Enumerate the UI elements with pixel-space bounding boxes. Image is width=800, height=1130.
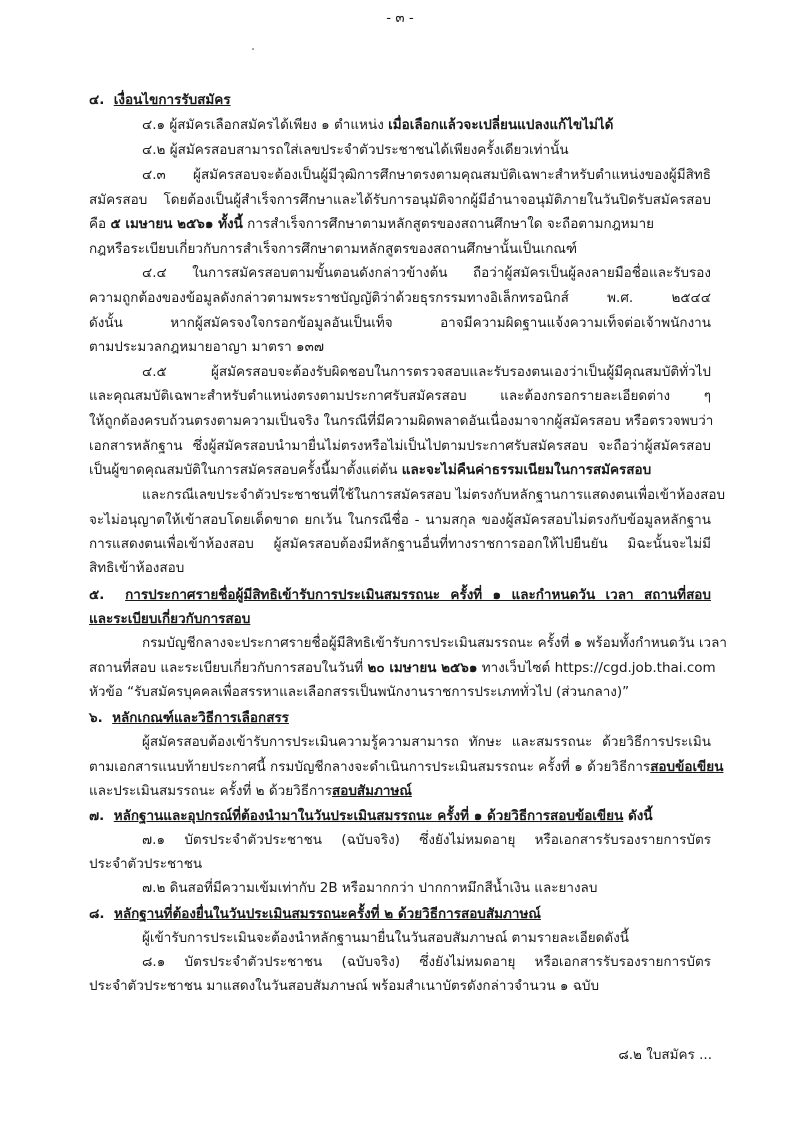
section-5-heading-cont xyxy=(89,609,711,629)
id-mismatch-line: การแสดงตนเพื่อเข้าห้องสอบ ผู้สมัครสอบต้องมีหลักฐานอื่นที่ทางราชการออกให้ไปยืนยัน มิฉะนั้นจะไม่มี xyxy=(89,536,711,552)
section-6-para xyxy=(89,757,724,777)
item-8-1-line: ประจำตัวประชาชน มาแสดงในวันสอบสัมภาษณ์ พร้อมสำเนาบัตรดังกล่าวจำนวน ๑ ฉบับ xyxy=(89,978,600,994)
section-title: เงื่อนไขการรับสมัคร xyxy=(113,92,231,108)
section-title: และระเบียบเกี่ยวกับการสอบ xyxy=(89,611,251,627)
interview-label: สอบสัมภาษณ์ xyxy=(331,783,412,799)
section-number: ๗. xyxy=(89,808,105,824)
item-4-3-line: กฎหรือระเบียบเกี่ยวกับการสำเร็จการศึกษาตามหลักสูตรของสถานศึกษานั้นเป็นเกณฑ์ xyxy=(89,241,578,257)
text: เป็นผู้ขาดคุณสมบัติในการสมัครสอบครั้งนี้มาตั้งแต่ต้น xyxy=(89,462,402,478)
item-4-5-line xyxy=(89,460,711,480)
text: ตามเอกสารแนบท้ายประกาศนี้ กรมบัญชีกลางจะดำเนินการประเมินสมรรถนะ ครั้งที่ ๑ ด้วยวิธีการ xyxy=(89,759,651,775)
section-5-para: กรมบัญชีกลางจะประกาศรายชื่อผู้มีสิทธิเข้ารับการประเมินสมรรถนะ ครั้งที่ ๑ พร้อมทั้งกำหนดวัน เวลา xyxy=(142,635,727,651)
text: ดังนี้ xyxy=(623,808,653,824)
section-6-para: ผู้สมัครสอบต้องเข้ารับการประเมินความรู้ความสามารถ ทักษะ และสมรรถนะ ด้วยวิธีการประเมิน xyxy=(142,734,711,750)
section-number: ๘. xyxy=(89,906,105,922)
item-4-4-line: ความถูกต้องของข้อมูลดังกล่าวตามพระราชบัญญัติว่าด้วยธุรกรรมทางอิเล็กทรอนิกส์ พ.ศ. ๒๕๔๔ xyxy=(89,290,711,306)
continuation-marker: ๘.๒ ใบสมัคร ... xyxy=(618,1047,712,1063)
item-4-5-line: ให้ถูกต้องครบถ้วนตรงตามความเป็นจริง ในกรณีที่มีความผิดพลาดอันเนื่องมาจากผู้สมัครสอบ หรือตรวจพบว่า xyxy=(89,413,714,429)
item-4-5-line: ๔.๕ ผู้สมัครสอบจะต้องรับผิดชอบในการตรวจสอบและรับรองตนเองว่าเป็นผู้มีคุณสมบัติทั่วไป xyxy=(142,364,711,380)
section-6-para xyxy=(89,781,711,801)
section-number: ๔. xyxy=(89,92,105,108)
id-mismatch-line: และกรณีเลขประจำตัวประชาชนที่ใช้ในการสมัครสอบ ไม่ตรงกับหลักฐานการแสดงตนเพื่อเข้าห้องสอบ xyxy=(142,487,726,503)
text: คือ xyxy=(89,216,111,232)
page-number: - ๓ - xyxy=(386,10,414,26)
section-title: หลักเกณฑ์และวิธีการเลือกสรร xyxy=(112,710,289,726)
emphasis-text: และจะไม่คืนค่าธรรมเนียมในการสมัครสอบ xyxy=(401,462,652,478)
item-7-1-line: ๗.๑ บัตรประจำตัวประชาชน (ฉบับจริง) ซึ่งยังไม่หมดอายุ หรือเอกสารรับรองรายการบัตร xyxy=(142,832,711,848)
id-mismatch-line: จะไม่อนุญาตให้เข้าสอบโดยเด็ดขาด ยกเว้น ในกรณีชื่อ - นามสกุล ของผู้สมัครสอบไม่ตรงกับข้อมูลหลักฐาน xyxy=(89,512,711,528)
emphasis-text: เมื่อเลือกแล้วจะเปลี่ยนแปลงแก้ไขไม่ได้ xyxy=(388,117,614,133)
section-8-para: ผู้เข้ารับการประเมินจะต้องนำหลักฐานมายื่นในวันสอบสัมภาษณ์ ตามรายละเอียดดังนี้ xyxy=(142,930,630,946)
item-4-3-line: สมัครสอบ โดยต้องเป็นผู้สำเร็จการศึกษาและได้รับการอนุมัติจากผู้มีอำนาจอนุมัติภายในวันปิดรับสมัครสอบ xyxy=(89,192,711,208)
section-title: การประกาศรายชื่อผู้มีสิทธิเข้ารับการประเมินสมรรถนะ ครั้งที่ ๑ และกำหนดวัน เวลา สถานที่สอบ xyxy=(125,587,711,603)
section-5-para xyxy=(89,658,716,678)
text: และประเมินสมรรถนะ ครั้งที่ ๒ ด้วยวิธีการ xyxy=(89,783,332,799)
item-4-2: ๔.๒ ผู้สมัครสอบสามารถใส่เลขประจำตัวประชาชนได้เพียงครั้งเดียวเท่านั้น xyxy=(142,142,569,158)
section-title: หลักฐานที่ต้องยื่นในวันประเมินสมรรถนะครั้งที่ ๒ ด้วยวิธีการสอบสัมภาษณ์ xyxy=(113,906,541,922)
section-8-heading xyxy=(89,904,711,924)
text: ทางเว็บไซต์ xyxy=(477,660,555,676)
item-7-2: ๗.๒ ดินสอที่มีความเข้มเท่ากับ 2B หรือมากกว่า ปากกาหมึกสีน้ำเงิน และยางลบ xyxy=(142,880,598,896)
item-4-4-line: ๔.๔ ในการสมัครสอบตามขั้นตอนดังกล่าวข้างต้น ถือว่าผู้สมัครเป็นผู้ลงลายมือชื่อและรับรอง xyxy=(142,265,711,281)
id-mismatch-line: สิทธิเข้าห้องสอบ xyxy=(89,560,185,576)
section-7-heading xyxy=(89,806,711,826)
item-4-5-line: และคุณสมบัติเฉพาะสำหรับตำแหน่งตรงตามประกาศรับสมัครสอบ และต้องกรอกรายละเอียดต่าง ๆ xyxy=(89,388,711,404)
scan-speck xyxy=(252,48,254,50)
text: การสำเร็จการศึกษาตามหลักสูตรของสถานศึกษาใด จะถือตามกฎหมาย xyxy=(242,216,655,232)
section-number: ๖. xyxy=(89,710,103,726)
item-4-4-line: ตามประมวลกฎหมายอาญา มาตรา ๑๓๗ xyxy=(89,339,324,355)
closing-date: ๕ เมษายน ๒๕๖๑ ทั้งนี้ xyxy=(110,216,243,232)
announce-date: ๒๐ เมษายน ๒๕๖๑ xyxy=(367,660,478,676)
section-title: หลักฐานและอุปกรณ์ที่ต้องนำมาในวันประเมินสมรรถนะ ครั้งที่ ๑ ด้วยวิธีการสอบข้อเขียน xyxy=(113,808,624,824)
section-5-heading xyxy=(89,585,711,605)
item-8-1-line: ๘.๑ บัตรประจำตัวประชาชน (ฉบับจริง) ซึ่งยังไม่หมดอายุ หรือเอกสารรับรองรายการบัตร xyxy=(142,954,711,970)
section-4-heading xyxy=(89,90,711,110)
text: สถานที่สอบ และระเบียบเกี่ยวกับการสอบในวันที่ xyxy=(89,660,368,676)
item-4-3-line: ๔.๓ ผู้สมัครสอบจะต้องเป็นผู้มีวุฒิการศึกษาตรงตามคุณสมบัติเฉพาะสำหรับตำแหน่งของผู้มีสิทธิ xyxy=(142,167,711,183)
section-number: ๕. xyxy=(89,587,105,603)
text: ๔.๑ ผู้สมัครเลือกสมัครได้เพียง ๑ ตำแหน่ง xyxy=(142,117,389,133)
item-4-3-line xyxy=(89,214,711,234)
item-4-5-line: เอกสารหลักฐาน ซึ่งผู้สมัครสอบนำมายื่นไม่ตรงหรือไม่เป็นไปตามประกาศรับสมัครสอบ จะถือว่าผู้สมัครสอบ xyxy=(89,438,711,454)
section-5-para: หัวข้อ “รับสมัครบุคคลเพื่อสรรหาและเลือกสรรเป็นพนักงานราชการประเภททั่วไป (ส่วนกลาง)” xyxy=(89,684,630,700)
item-4-1 xyxy=(142,115,711,135)
written-exam-label: สอบข้อเขียน xyxy=(650,759,724,775)
item-7-1-line: ประจำตัวประชาชน xyxy=(89,856,203,872)
item-4-4-line: ดังนั้น หากผู้สมัครจงใจกรอกข้อมูลอันเป็นเท็จ อาจมีความผิดฐานแจ้งความเท็จต่อเจ้าพนักงาน xyxy=(89,315,711,331)
website-url: https://cgd.job.thai.com xyxy=(554,660,716,676)
section-6-heading xyxy=(89,708,711,728)
